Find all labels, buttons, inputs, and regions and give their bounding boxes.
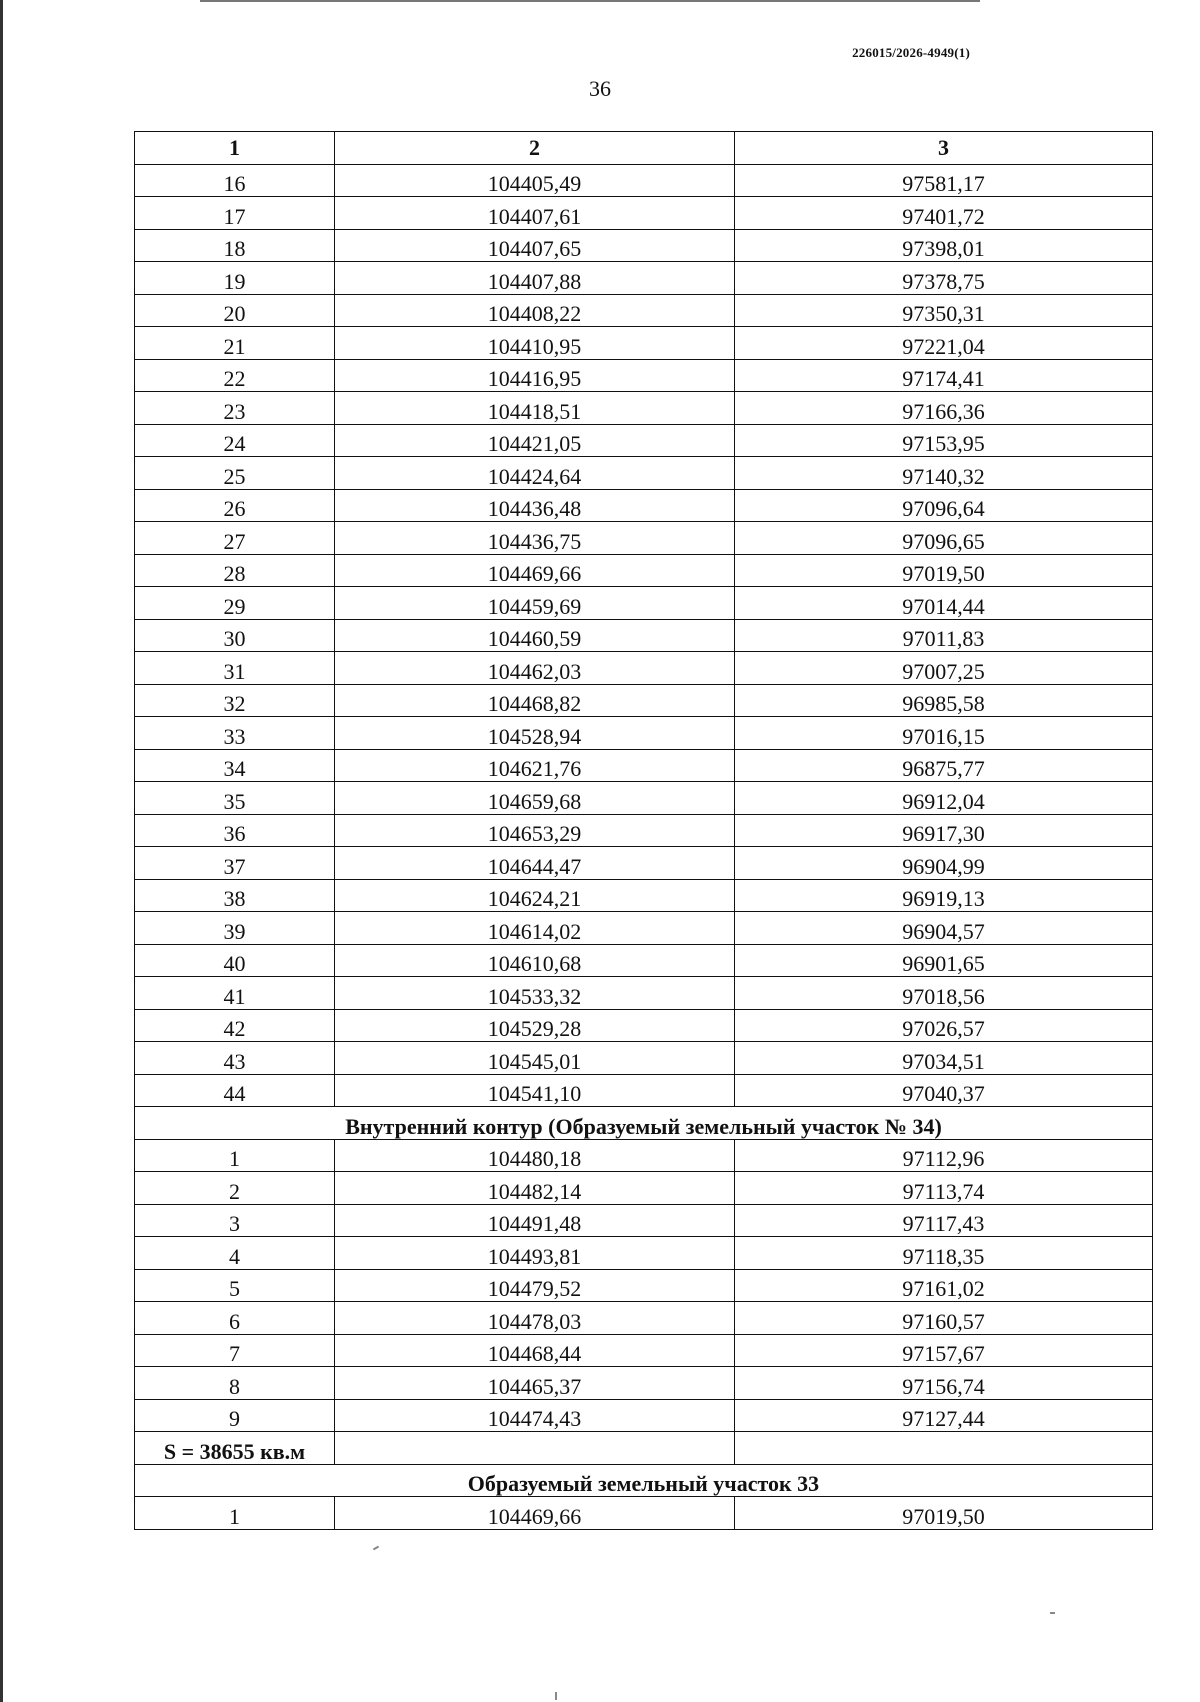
table-row	[135, 1172, 1153, 1205]
x-coordinate-cell: 104460,59	[335, 619, 735, 652]
y-coordinate-cell: 97096,64	[735, 489, 1153, 522]
table-row	[135, 1042, 1153, 1075]
table-row	[135, 1139, 1153, 1172]
table-row	[135, 1269, 1153, 1302]
scan-mark	[373, 1546, 379, 1551]
x-coordinate-cell: 104479,52	[335, 1269, 735, 1302]
x-coordinate-cell: 104653,29	[335, 814, 735, 847]
table-row	[135, 1497, 1153, 1530]
x-coordinate-cell: 104529,28	[335, 1009, 735, 1042]
point-number-cell: 1	[135, 1497, 335, 1530]
y-coordinate-cell: 97221,04	[735, 327, 1153, 360]
x-coordinate-cell: 104416,95	[335, 359, 735, 392]
point-number-cell: 25	[135, 457, 335, 490]
x-coordinate-cell: 104493,81	[335, 1237, 735, 1270]
x-coordinate-cell: 104659,68	[335, 782, 735, 815]
y-coordinate-cell: 97014,44	[735, 587, 1153, 620]
point-number-cell: 34	[135, 749, 335, 782]
point-number-cell: 38	[135, 879, 335, 912]
table-header-row	[135, 132, 1153, 165]
y-coordinate-cell: 97040,37	[735, 1074, 1153, 1107]
table-row	[135, 424, 1153, 457]
table-row	[135, 392, 1153, 425]
point-number-cell: 8	[135, 1367, 335, 1400]
y-coordinate-cell: 97016,15	[735, 717, 1153, 750]
x-coordinate-cell: 104491,48	[335, 1204, 735, 1237]
point-number-cell: 2	[135, 1172, 335, 1205]
point-number-cell: 17	[135, 197, 335, 230]
coordinates-table	[134, 131, 1153, 1530]
table-row	[135, 1367, 1153, 1400]
table-row	[135, 489, 1153, 522]
y-coordinate-cell: 97581,17	[735, 164, 1153, 197]
x-coordinate-cell: 104424,64	[335, 457, 735, 490]
x-coordinate-cell: 104644,47	[335, 847, 735, 880]
point-number-cell: 30	[135, 619, 335, 652]
x-coordinate-cell: 104468,44	[335, 1334, 735, 1367]
point-number-cell: 29	[135, 587, 335, 620]
point-number-cell: 42	[135, 1009, 335, 1042]
x-coordinate-cell: 104418,51	[335, 392, 735, 425]
y-coordinate-cell: 97112,96	[735, 1139, 1153, 1172]
table-row	[135, 847, 1153, 880]
table-row	[135, 1399, 1153, 1432]
x-coordinate-cell: 104459,69	[335, 587, 735, 620]
x-coordinate-cell: 104421,05	[335, 424, 735, 457]
table-row	[135, 814, 1153, 847]
point-number-cell: 33	[135, 717, 335, 750]
table-row	[135, 294, 1153, 327]
y-coordinate-cell: 97378,75	[735, 262, 1153, 295]
table-row	[135, 262, 1153, 295]
y-coordinate-cell: 97117,43	[735, 1204, 1153, 1237]
x-coordinate-cell: 104545,01	[335, 1042, 735, 1075]
y-coordinate-cell: 97156,74	[735, 1367, 1153, 1400]
table-row	[135, 879, 1153, 912]
y-coordinate-cell: 97174,41	[735, 359, 1153, 392]
x-coordinate-cell: 104436,48	[335, 489, 735, 522]
y-coordinate-cell: 96901,65	[735, 944, 1153, 977]
y-coordinate-cell: 96917,30	[735, 814, 1153, 847]
point-number-cell: 35	[135, 782, 335, 815]
x-coordinate-cell: 104528,94	[335, 717, 735, 750]
point-number-cell: 21	[135, 327, 335, 360]
x-coordinate-cell: 104480,18	[335, 1139, 735, 1172]
y-coordinate-cell: 97140,32	[735, 457, 1153, 490]
point-number-cell: 23	[135, 392, 335, 425]
table-row	[135, 977, 1153, 1010]
y-coordinate-cell: 96875,77	[735, 749, 1153, 782]
y-coordinate-cell: 97127,44	[735, 1399, 1153, 1432]
y-coordinate-cell: 97113,74	[735, 1172, 1153, 1205]
point-number-cell: 19	[135, 262, 335, 295]
table-row	[135, 327, 1153, 360]
plot-33-title-row	[135, 1464, 1153, 1497]
x-coordinate-cell: 104468,82	[335, 684, 735, 717]
point-number-cell: 44	[135, 1074, 335, 1107]
section-title: Внутренний контур (Образуемый земельный участок № 34)	[135, 1107, 1153, 1140]
y-coordinate-cell: 97160,57	[735, 1302, 1153, 1335]
point-number-cell: 31	[135, 652, 335, 685]
top-rule	[200, 0, 980, 2]
empty-cell	[335, 1432, 735, 1465]
x-coordinate-cell: 104407,88	[335, 262, 735, 295]
table-row	[135, 619, 1153, 652]
x-coordinate-cell: 104474,43	[335, 1399, 735, 1432]
table-row	[135, 554, 1153, 587]
point-number-cell: 26	[135, 489, 335, 522]
scan-mark	[1050, 1612, 1055, 1614]
point-number-cell: 37	[135, 847, 335, 880]
point-number-cell: 41	[135, 977, 335, 1010]
y-coordinate-cell: 97166,36	[735, 392, 1153, 425]
point-number-cell: 16	[135, 164, 335, 197]
point-number-cell: 28	[135, 554, 335, 587]
y-coordinate-cell: 97096,65	[735, 522, 1153, 555]
table-row	[135, 782, 1153, 815]
x-coordinate-cell: 104436,75	[335, 522, 735, 555]
y-coordinate-cell: 97161,02	[735, 1269, 1153, 1302]
y-coordinate-cell: 97007,25	[735, 652, 1153, 685]
point-number-cell: 43	[135, 1042, 335, 1075]
table-row	[135, 457, 1153, 490]
point-number-cell: 1	[135, 1139, 335, 1172]
x-coordinate-cell: 104410,95	[335, 327, 735, 360]
x-coordinate-cell: 104469,66	[335, 554, 735, 587]
point-number-cell: 3	[135, 1204, 335, 1237]
table-row	[135, 684, 1153, 717]
table-row	[135, 1334, 1153, 1367]
y-coordinate-cell: 96904,57	[735, 912, 1153, 945]
point-number-cell: 6	[135, 1302, 335, 1335]
x-coordinate-cell: 104610,68	[335, 944, 735, 977]
table-row	[135, 1074, 1153, 1107]
x-coordinate-cell: 104624,21	[335, 879, 735, 912]
y-coordinate-cell: 97401,72	[735, 197, 1153, 230]
point-number-cell: 40	[135, 944, 335, 977]
point-number-cell: 27	[135, 522, 335, 555]
x-coordinate-cell: 104541,10	[335, 1074, 735, 1107]
point-number-cell: 32	[135, 684, 335, 717]
y-coordinate-cell: 97118,35	[735, 1237, 1153, 1270]
y-coordinate-cell: 96904,99	[735, 847, 1153, 880]
y-coordinate-cell: 97026,57	[735, 1009, 1153, 1042]
point-number-cell: 24	[135, 424, 335, 457]
y-coordinate-cell: 97019,50	[735, 1497, 1153, 1530]
column-header: 3	[735, 132, 1153, 165]
x-coordinate-cell: 104408,22	[335, 294, 735, 327]
point-number-cell: 36	[135, 814, 335, 847]
x-coordinate-cell: 104621,76	[335, 749, 735, 782]
x-coordinate-cell: 104462,03	[335, 652, 735, 685]
x-coordinate-cell: 104614,02	[335, 912, 735, 945]
point-number-cell: 9	[135, 1399, 335, 1432]
table-row	[135, 1009, 1153, 1042]
table-row	[135, 1204, 1153, 1237]
empty-cell	[735, 1432, 1153, 1465]
y-coordinate-cell: 97018,56	[735, 977, 1153, 1010]
point-number-cell: 18	[135, 229, 335, 262]
table-row	[135, 522, 1153, 555]
table-row	[135, 197, 1153, 230]
point-number-cell: 22	[135, 359, 335, 392]
x-coordinate-cell: 104478,03	[335, 1302, 735, 1335]
y-coordinate-cell: 96985,58	[735, 684, 1153, 717]
section-title: Образуемый земельный участок 33	[135, 1464, 1153, 1497]
inner-contour-title-row	[135, 1107, 1153, 1140]
point-number-cell: 7	[135, 1334, 335, 1367]
x-coordinate-cell: 104407,61	[335, 197, 735, 230]
y-coordinate-cell: 97350,31	[735, 294, 1153, 327]
y-coordinate-cell: 96912,04	[735, 782, 1153, 815]
area-row	[135, 1432, 1153, 1465]
table-row	[135, 587, 1153, 620]
table-row	[135, 164, 1153, 197]
column-header: 1	[135, 132, 335, 165]
point-number-cell: 39	[135, 912, 335, 945]
x-coordinate-cell: 104482,14	[335, 1172, 735, 1205]
y-coordinate-cell: 97398,01	[735, 229, 1153, 262]
x-coordinate-cell: 104533,32	[335, 977, 735, 1010]
y-coordinate-cell: 97153,95	[735, 424, 1153, 457]
table-row	[135, 359, 1153, 392]
y-coordinate-cell: 97011,83	[735, 619, 1153, 652]
y-coordinate-cell: 96919,13	[735, 879, 1153, 912]
table-row	[135, 1237, 1153, 1270]
column-header: 2	[335, 132, 735, 165]
table-row	[135, 229, 1153, 262]
y-coordinate-cell: 97157,67	[735, 1334, 1153, 1367]
x-coordinate-cell: 104469,66	[335, 1497, 735, 1530]
point-number-cell: 20	[135, 294, 335, 327]
y-coordinate-cell: 97019,50	[735, 554, 1153, 587]
table-row	[135, 652, 1153, 685]
x-coordinate-cell: 104465,37	[335, 1367, 735, 1400]
x-coordinate-cell: 104407,65	[335, 229, 735, 262]
page-number: 36	[589, 76, 611, 101]
point-number-cell: 4	[135, 1237, 335, 1270]
scan-mark	[555, 1692, 557, 1700]
y-coordinate-cell: 97034,51	[735, 1042, 1153, 1075]
table-row	[135, 1302, 1153, 1335]
table-row	[135, 944, 1153, 977]
area-value: S = 38655 кв.м	[135, 1432, 335, 1465]
table-row	[135, 749, 1153, 782]
point-number-cell: 5	[135, 1269, 335, 1302]
scan-edge	[0, 0, 3, 1702]
document-number: 226015/2026-4949(1)	[852, 45, 970, 60]
x-coordinate-cell: 104405,49	[335, 164, 735, 197]
table-row	[135, 717, 1153, 750]
table-row	[135, 912, 1153, 945]
